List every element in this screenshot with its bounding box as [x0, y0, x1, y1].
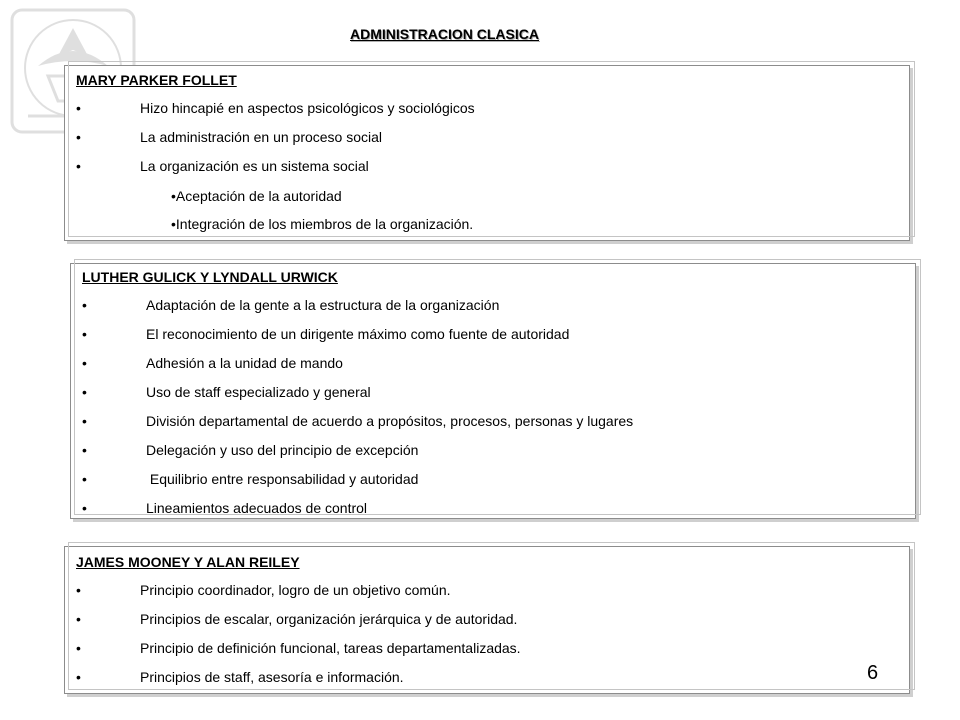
section-heading: LUTHER GULICK Y LYNDALL URWICK	[82, 269, 338, 285]
section-box-mooney-reiley: JAMES MOONEY Y ALAN REILEY • Principio coordinador, logro de un objetivo común. • Principios de escalar, organización jerárquica y de autoridad. • Principio de definición funcional, tareas departamentalizadas. • Principios de staff, asesoría e información.	[64, 546, 910, 694]
section-heading: MARY PARKER FOLLET	[76, 72, 237, 88]
section-box-gulick-urwick: LUTHER GULICK Y LYNDALL URWICK • Adaptación de la gente a la estructura de la organización • El reconocimiento de un dirigente máximo como fuente de autoridad • Adhesión a la unidad de mando • Uso de staff especializado y general • División departamental de acuerdo a propósitos, procesos, personas y lugares • Delegación y uso del principio de excepción • Equilibrio entre responsabilidad y autoridad • Lineamientos adecuados de control	[70, 263, 916, 519]
sub-list-item: •Aceptación de la autoridad	[171, 188, 342, 204]
sub-list-item: •Integración de los miembros de la organización.	[171, 216, 474, 232]
page-title: ADMINISTRACION CLASICA	[350, 26, 539, 42]
section-heading: JAMES MOONEY Y ALAN REILEY	[76, 554, 300, 570]
page-number: 6	[867, 662, 879, 684]
section-box-follet: MARY PARKER FOLLET • Hizo hincapié en aspectos psicológicos y sociológicos • La administración en un proceso social • La organización es un sistema social •Aceptación de la autoridad •Integración de los miembros de la organización.	[64, 65, 910, 241]
